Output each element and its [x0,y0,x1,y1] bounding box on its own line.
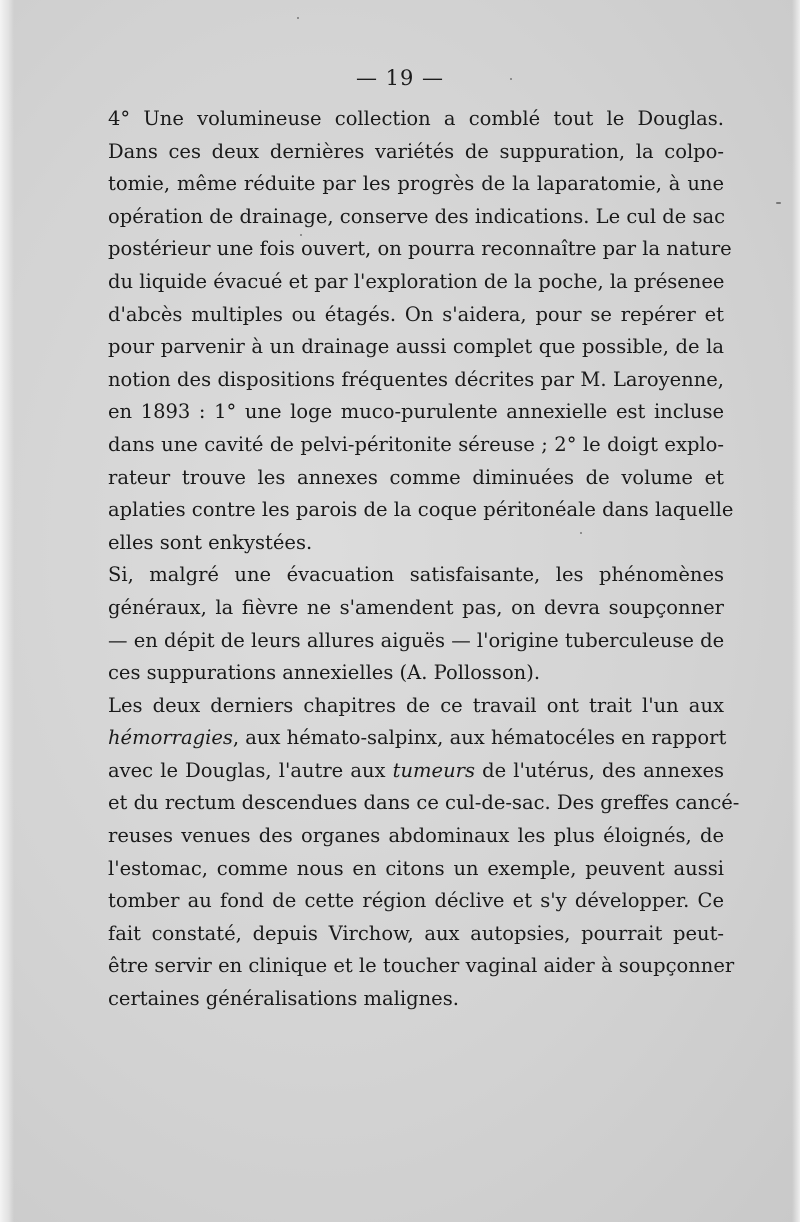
text-line: certaines généralisations malignes. [108,987,459,1011]
text-line: d'abcès multiples ou étagés. On s'aidera, pour se repérer et [108,302,724,326]
text-line: dans une cavité de pelvi-péritonite séreuse ; 2° le doigt explo- [108,432,724,456]
text-line: — en dépit de leurs allures aiguës — l'origine tuberculeuse de [108,628,725,652]
text-post: de l'utérus, des annexes [474,758,724,782]
text-line: l'estomac, comme nous en citons un exemple, peuvent aussi [108,856,724,880]
text-line: Les deux derniers chapitres de ce travail ont trait l'un aux [108,693,724,717]
text-line: 4° Une volumineuse collection a comblé tout le Douglas. [108,107,724,130]
text-line: tomber au fond de cette région déclive et s'y développer. Ce [108,889,724,913]
text-line: aplaties contre les parois de la coque péritonéale dans laquelle [108,498,734,522]
text-line: être servir en clinique et le toucher vaginal aider à soupçonner [108,954,735,978]
text-line: pour parvenir à un drainage aussi complet que possible, de la [108,335,724,359]
paper-speck [297,17,299,19]
text-line-mixed [108,755,724,788]
page-left-edge [0,0,14,1222]
text-line: Dans ces deux dernières variétés de suppuration, la colpo- [108,139,724,163]
text-line: Si, malgré une évacuation satisfaisante, les phénomènes [108,563,724,587]
text-line: du liquide évacué et par l'exploration de la poche, la présenee [108,269,725,293]
paper-speck [300,234,302,236]
text-line: généraux, la fièvre ne s'amendent pas, on devra soupçonner [108,595,724,619]
text-line: fait constaté, depuis Virchow, aux autopsies, pourrait peut- [108,921,724,945]
text-line: reuses venues des organes abdominaux les plus éloignés, de [108,824,724,848]
text-line: postérieur une fois ouvert, on pourra reconnaître par la nature [108,237,732,261]
paper-speck [510,78,512,80]
paper-speck [776,202,781,204]
text-line: elles sont enkystées. [108,530,313,554]
italic-term: tumeurs [392,758,475,782]
text-line: et du rectum descendues dans ce cul-de-sac. Des greffes cancé- [108,791,740,815]
page-right-edge [792,0,800,1222]
text-line: ces suppurations annexielles (A. Pollosson). [108,661,541,685]
page-number: — 19 — [355,66,445,90]
body-text [108,103,740,1016]
text-line-mixed [108,722,727,755]
text-line: notion des dispositions fréquentes décrites par M. Laroyenne, [108,367,724,391]
italic-term: hémorragies [108,726,233,750]
text-pre: avec le Douglas, l'autre aux [108,758,393,782]
text-line: en 1893 : 1° une loge muco-purulente annexielle est incluse [108,400,724,424]
text-line: opération de drainage, conserve des indications. Le cul de sac [108,204,726,228]
text-line: rateur trouve les annexes comme diminuées de volume et [108,465,724,489]
text-line: tomie, même réduite par les progrès de la laparatomie, à une [108,172,724,196]
text-post: , aux hémato-salpinx, aux hématocéles en rapport [232,726,727,750]
paper-speck [580,532,582,534]
